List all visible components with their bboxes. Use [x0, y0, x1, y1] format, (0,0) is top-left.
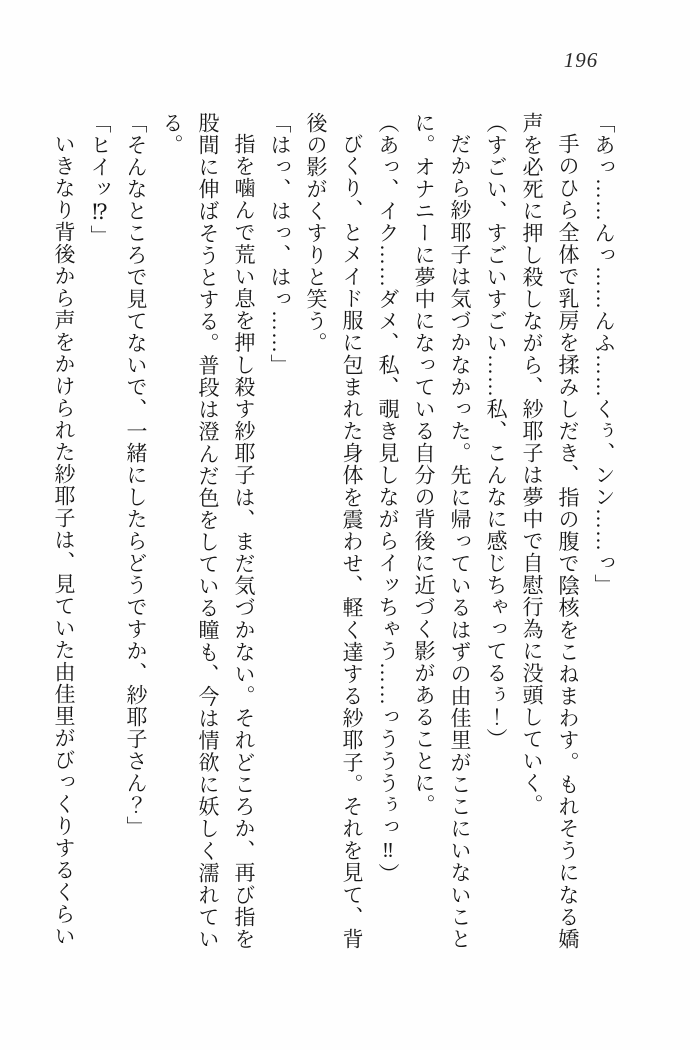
- paragraph: （あっ、イク……ダメ、私、覗き見しながらイッちゃう……っうううぅっ‼）: [376, 112, 400, 885]
- paragraph: 「あっ……んっ……んふ……くぅ、ンン……っ」: [592, 112, 616, 596]
- paragraph: だから紗耶子は気づかなかった。先に帰っているはずの由佳里がここにいないことに。オナニーに夢中になっている自分の背後に近づく影があることに。: [412, 112, 472, 950]
- paragraph: 指を噛んで荒い息を押し殺す紗耶子は、まだ気づかない。それどころか、再び指を股間に伸ばそうとする。普段は澄んだ色をしている瞳も、今は情欲に妖しく濡れている。: [160, 112, 256, 950]
- paragraph: びくり、とメイド服に包まれた身体を震わせ、軽く達する紗耶子。それを見て、背後の影がくすりと笑う。: [304, 112, 364, 950]
- paragraph: 「そんなところで見てないで、一緒にしたらどうですか、紗耶子さん？」: [124, 112, 148, 838]
- paragraph: いきなり背後から声をかけられた紗耶子は、見ていた由佳里がびっくりするくらい: [52, 133, 76, 947]
- body-text: [46, 112, 622, 950]
- paragraph: 手のひら全体で乳房を揉みしだき、指の腹で陰核をこねまわす。もれそうになる嬌声を必死に押し殺しながら、紗耶子は夢中で自慰行為に没頭していく。: [520, 112, 580, 950]
- paragraph: 「ヒイッ⁉」: [88, 112, 112, 247]
- paragraph: （すごい、すごいすごい……私、こんなに感じちゃってるぅ！）: [484, 112, 508, 750]
- page-number: 196: [563, 48, 599, 72]
- paragraph: 「はっ、はっ、はっ……」: [268, 112, 292, 376]
